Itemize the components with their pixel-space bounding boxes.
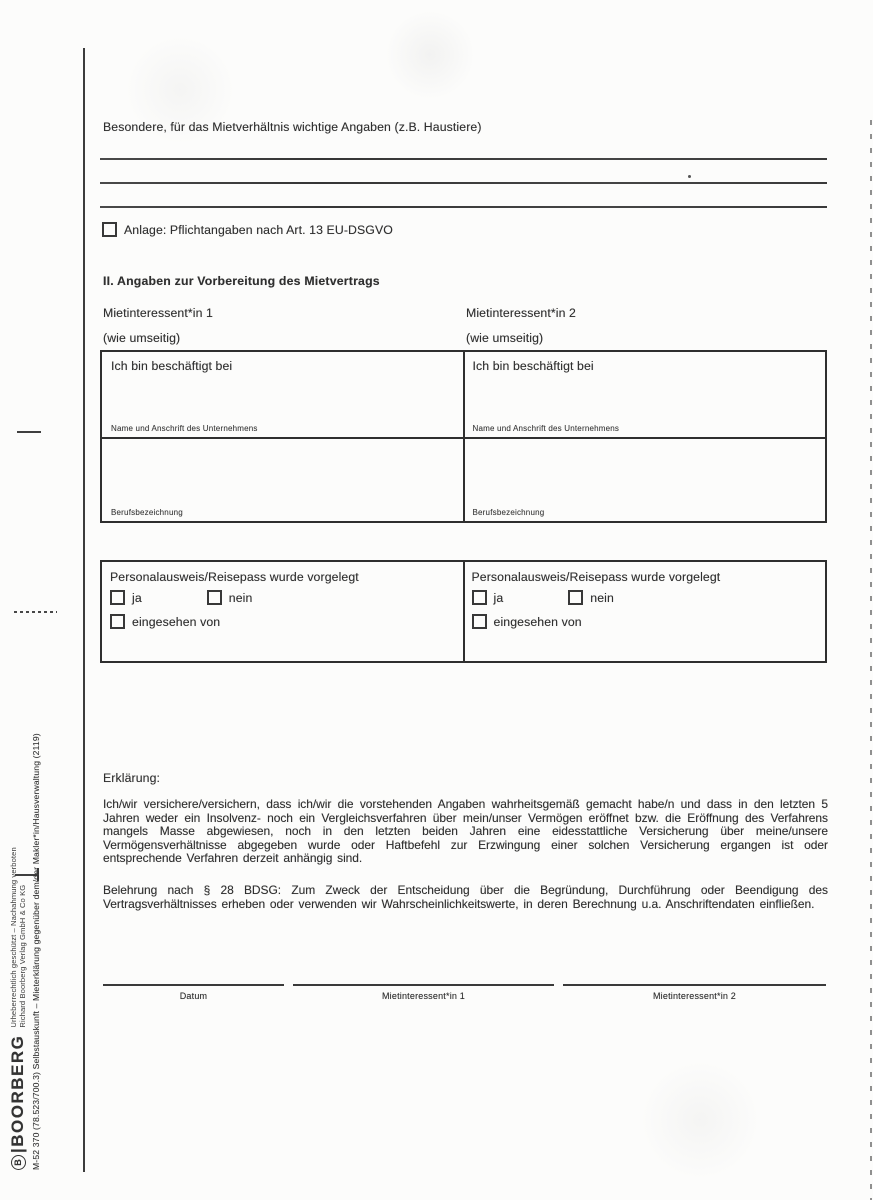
anlage-checkbox[interactable] <box>102 222 117 237</box>
fold-mark-middle <box>14 611 57 613</box>
section-heading: II. Angaben zur Vorbereitung des Mietvertrags <box>103 274 380 288</box>
notes-line-1[interactable] <box>100 158 827 160</box>
signature-applicant-2[interactable] <box>563 984 826 1001</box>
applicant2-title: Mietinteressent*in 2 <box>466 306 576 320</box>
ja-checkbox-1[interactable] <box>110 590 125 605</box>
employer-field-1[interactable] <box>102 352 464 437</box>
company-caption-1: Name und Anschrift des Unternehmens <box>111 424 258 433</box>
applicant1-subtitle: (wie umseitig) <box>103 331 181 345</box>
profession-caption-2: Berufsbezeichnung <box>472 508 545 517</box>
ja-checkbox-2[interactable] <box>472 590 487 605</box>
copyright-line-1: Urheberrechtlich geschützt – Nachahmung verboten <box>9 847 18 1028</box>
profession-field-2[interactable] <box>464 439 826 521</box>
identification-cell-2 <box>464 562 826 661</box>
employer-field-2[interactable] <box>464 352 826 437</box>
instruction-paragraph: Belehrung nach § 28 BDSG: Zum Zweck der Entscheidung über die Begründung, Durchführung oder Beendigung des Vertragsverhältnisses erheben oder verwenden wir Wahrscheinlichkeitswerte, in deren Berechnung u.a. Anschriftendaten einfließen. <box>103 883 828 911</box>
form-code: M-52 370 (78.523/700.3) Selbstauskunft – Mieterklärung gegenüber dem/der Makler*in/Hausverwaltung (2119) <box>31 733 41 1170</box>
boorberg-logo-icon: B <box>11 1155 26 1170</box>
boorberg-logo-text: |BOORBERG <box>8 1034 27 1153</box>
company-caption-2: Name und Anschrift des Unternehmens <box>472 424 620 433</box>
identification-cell-1 <box>102 562 464 661</box>
attachment-row <box>102 222 393 237</box>
nein-label-1: nein <box>228 590 253 605</box>
applicant1-title: Mietinteressent*in 1 <box>103 306 213 320</box>
notes-line-2[interactable] <box>100 182 827 184</box>
nein-checkbox-1[interactable] <box>207 590 222 605</box>
employed-at-label-2: Ich bin beschäftigt bei <box>472 359 594 373</box>
scan-speck <box>688 175 691 178</box>
identification-table <box>100 560 827 663</box>
ja-label-1: ja <box>132 590 142 605</box>
eingesehen-label-1: eingesehen von <box>132 614 221 629</box>
fold-mark-top <box>17 431 41 433</box>
profession-caption-1: Berufsbezeichnung <box>111 508 183 517</box>
declaration-heading: Erklärung: <box>103 771 161 785</box>
signature-applicant-1-label: Mietinteressent*in 1 <box>381 991 466 1001</box>
copyright-block <box>9 847 27 1027</box>
boorberg-logo <box>8 1035 28 1170</box>
notes-line-3[interactable] <box>100 206 827 208</box>
signature-applicant-2-label: Mietinteressent*in 2 <box>652 991 737 1001</box>
eingesehen-checkbox-2[interactable] <box>472 614 487 629</box>
profession-field-1[interactable] <box>102 439 464 521</box>
publisher-sidebar <box>8 680 41 1170</box>
publisher-logo-row <box>8 680 28 1170</box>
scan-perforation-edge <box>870 120 872 1200</box>
employed-at-label-1: Ich bin beschäftigt bei <box>111 359 233 373</box>
nein-label-2: nein <box>590 590 614 605</box>
ja-label-2: ja <box>493 590 504 605</box>
nein-checkbox-2[interactable] <box>568 590 583 605</box>
applicant2-subtitle: (wie umseitig) <box>466 331 544 345</box>
signature-applicant-1[interactable] <box>293 984 554 1001</box>
id-presented-title-1: Personalausweis/Reisepass wurde vorgelegt <box>110 570 359 584</box>
id-presented-title-2: Personalausweis/Reisepass wurde vorgelegt <box>471 570 721 584</box>
signature-date[interactable] <box>103 984 284 1001</box>
eingesehen-label-2: eingesehen von <box>493 614 582 629</box>
copyright-line-2: Richard Boorberg Verlag GmbH & Co KG <box>18 884 27 1028</box>
declaration-paragraph: Ich/wir versichere/versichern, dass ich/wir die vorstehenden Angaben wahrheitsgemäß gemacht habe/n und dass in den letzten 5 Jahren weder ein Insolvenz- noch ein Vergleichsverfahren über mein/unser Vermögen eröffnet bzw. die Eröffnung des Verfahrens mangels Masse abgewiesen, noch in den letzten beiden Jahren eine eidesstattliche Versicherung über meine/unsere Vermögensverhältnisse abgegeben wurde oder Haftbefehl zur Erzwingung einer solchen Versicherung ergangen ist oder entsprechende Verfahren derzeit anhängig sind. <box>103 797 828 866</box>
scan-edge-line <box>83 48 85 1172</box>
signature-date-label: Datum <box>179 991 208 1001</box>
special-notes-label: Besondere, für das Mietverhältnis wichtige Angaben (z.B. Haustiere) <box>103 120 482 134</box>
anlage-checkbox-label: Anlage: Pflichtangaben nach Art. 13 EU-DSGVO <box>124 222 393 237</box>
eingesehen-checkbox-1[interactable] <box>110 614 125 629</box>
employment-table <box>100 350 827 523</box>
